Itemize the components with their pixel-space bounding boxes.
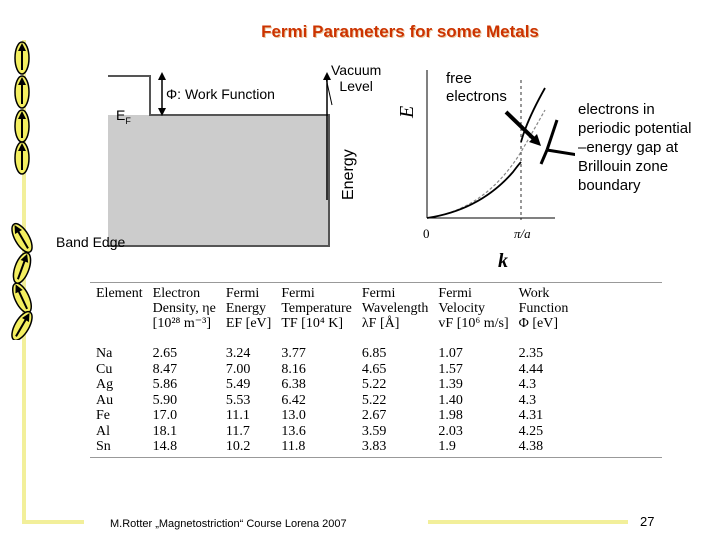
table-cell: 1.39: [438, 377, 463, 392]
table-cell: 8.16: [281, 361, 306, 377]
periodic-line: Brillouin zone: [578, 158, 669, 175]
periodic-line: periodic potential: [578, 120, 692, 137]
col-density: Electron Density, ηe [10²⁸ m⁻³]: [152, 286, 216, 331]
col-work-function: Work Function Φ [eV]: [518, 286, 569, 331]
page-number: 27: [640, 514, 655, 529]
table-cell: 5.86: [152, 377, 178, 392]
periodic-potential-label: [578, 100, 691, 195]
table-cell: 1.07: [438, 346, 463, 361]
free-electrons-label: [446, 70, 507, 106]
table-cell: 11.8: [281, 439, 306, 454]
table-row: [90, 393, 572, 409]
table-cell: 6.38: [281, 377, 306, 392]
table-cell: Au: [96, 392, 114, 408]
table-cell: Fe: [96, 408, 110, 423]
vacuum-label-line2: Level: [339, 78, 373, 94]
table-row: [90, 346, 572, 362]
table-cell: 5.53: [225, 392, 251, 408]
table-cell: 4.3: [518, 392, 537, 408]
ef-main: E: [116, 107, 126, 123]
periodic-line: electrons in: [578, 101, 655, 118]
table-cell: Cu: [96, 361, 113, 377]
table-cell: 11.7: [225, 423, 250, 439]
table-cell: Na: [96, 346, 113, 361]
table-cell: 4.25: [518, 423, 544, 439]
pi-over-a-tick: π/a: [514, 226, 531, 241]
zero-tick: 0: [423, 226, 430, 241]
free-line2: electrons: [446, 88, 507, 105]
table-cell: 1.9: [438, 439, 456, 454]
table-cell: 4.38: [518, 439, 544, 454]
table-cell: 5.90: [152, 392, 178, 408]
table-cell: 4.44: [518, 361, 544, 377]
table-cell: 5.22: [361, 377, 387, 392]
table-cell: 5.22: [361, 392, 387, 408]
table-cell: 10.2: [225, 439, 251, 454]
col-energy: Fermi Energy EF [eV]: [225, 286, 272, 331]
periodic-line: boundary: [578, 177, 641, 194]
band-edge-label: Band Edge: [56, 234, 126, 250]
table-cell: 4.31: [518, 408, 544, 423]
table-cell: 4.65: [361, 361, 387, 377]
vacuum-label-line1: Vacuum: [331, 62, 382, 78]
table-cell: 1.98: [438, 408, 463, 423]
table-row: [90, 424, 572, 440]
table-row: [90, 362, 572, 378]
fermi-table: [90, 282, 662, 482]
table-header-row: [90, 286, 572, 346]
table-cell: 8.47: [152, 361, 178, 377]
spin-arrows-icon: [0, 40, 46, 340]
table-cell: 2.35: [518, 346, 544, 361]
periodic-line: –energy gap at: [578, 139, 679, 156]
col-velocity: Fermi Velocity vF [10⁶ m/s]: [438, 286, 509, 331]
table-cell: 18.1: [152, 423, 178, 439]
decorative-frame-bottom: [22, 520, 84, 524]
e-axis-label: E: [396, 105, 418, 118]
table-cell: 14.8: [152, 439, 178, 454]
page-title: Fermi Parameters for some Metals: [261, 22, 539, 41]
footer-credit: M.Rotter „Magnetostriction“ Course Lorena 2007: [110, 518, 347, 530]
table-cell: 4.3: [518, 377, 537, 392]
table-cell: 6.42: [281, 392, 306, 408]
free-line1: free: [446, 70, 472, 87]
table-cell: 1.57: [438, 361, 463, 377]
table-cell: 3.24: [225, 346, 251, 361]
ef-sub: F: [125, 115, 131, 126]
table-cell: Ag: [96, 377, 114, 392]
table-cell: 17.0: [152, 408, 178, 423]
decorative-frame-bottom-right: [428, 520, 628, 524]
table-cell: 3.77: [281, 346, 306, 361]
col-element: Element: [96, 286, 143, 301]
table-row: [90, 408, 572, 424]
fermi-energy-label: [116, 107, 131, 126]
vacuum-level-label: [331, 62, 381, 94]
table-row: [90, 439, 572, 455]
table-cell: 6.85: [361, 346, 387, 361]
table-cell: 2.65: [152, 346, 178, 361]
col-wavelength: Fermi Wavelength λF [Å]: [361, 286, 429, 331]
table-row: [90, 377, 572, 393]
table-cell: Al: [96, 423, 110, 439]
table-cell: Sn: [96, 439, 111, 454]
table-cell: 3.59: [361, 423, 387, 439]
table-cell: 2.67: [361, 408, 387, 423]
energy-axis-label: Energy: [340, 149, 357, 200]
work-function-label: Φ: Work Function: [166, 86, 275, 102]
table-cell: 11.1: [225, 408, 250, 423]
table-cell: 7.00: [225, 361, 251, 377]
col-temperature: Fermi Temperature TF [10⁴ K]: [281, 286, 352, 331]
table-cell: 13.0: [281, 408, 306, 423]
table-cell: 3.83: [361, 439, 387, 454]
table-cell: 5.49: [225, 377, 251, 392]
k-axis-label: k: [498, 250, 508, 272]
table-cell: 1.40: [438, 392, 463, 408]
table-cell: 13.6: [281, 423, 306, 439]
table-cell: 2.03: [438, 423, 463, 439]
